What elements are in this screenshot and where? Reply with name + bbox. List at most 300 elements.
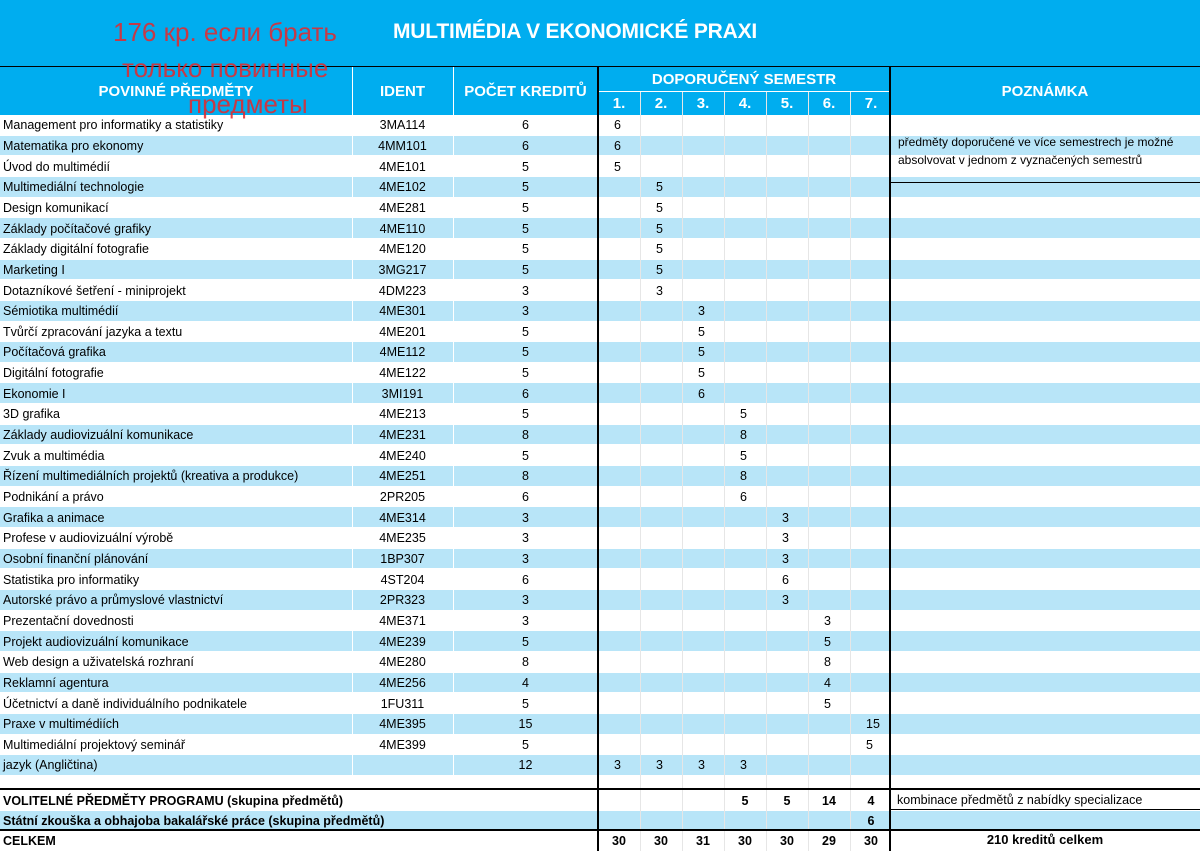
subject-ident: 4ME371 — [379, 613, 426, 628]
semester-6-credits: 4 — [824, 675, 831, 690]
semester-2-credits — [656, 714, 682, 735]
table-row — [0, 198, 1200, 219]
semester-6-credits — [824, 755, 850, 776]
semester-5-credits: 6 — [782, 572, 789, 587]
subject-credits: 5 — [522, 345, 529, 360]
semester-4-credits — [740, 590, 766, 611]
table-row — [0, 280, 1200, 301]
semester-2-credits: 5 — [656, 180, 663, 195]
semester-3-credits — [698, 198, 724, 219]
table-row — [0, 301, 1200, 322]
semester-4-credits — [740, 177, 766, 198]
subject-name: jazyk (Angličtina) — [3, 758, 98, 773]
semester-4-credits — [740, 631, 766, 652]
semester-1-credits — [614, 404, 640, 425]
semester-1-credits — [614, 507, 640, 528]
subject-ident: 2PR323 — [379, 593, 426, 608]
semester-7-credits: 15 — [866, 717, 880, 732]
subject-credits: 5 — [522, 448, 529, 463]
semester-6-credits — [824, 363, 850, 384]
subject-ident: 4ME301 — [379, 304, 426, 319]
subject-name: Digitální fotografie — [3, 366, 104, 381]
subject-credits: 3 — [522, 551, 529, 566]
semester-6-credits — [824, 425, 850, 446]
semester-5-credits — [782, 363, 808, 384]
summary-semester-3 — [682, 811, 724, 831]
subject-credits: 5 — [522, 242, 529, 257]
semester-6-credits — [824, 218, 850, 239]
semester-5-credits — [782, 301, 808, 322]
table-row — [0, 590, 1200, 611]
semester-2-credits: 5 — [656, 262, 663, 277]
subject-name: Řízení multimediálních projektů (kreativa a produkce) — [3, 469, 299, 484]
subject-name: Projekt audiovizuální komunikace — [3, 634, 189, 649]
semester-6-credits — [824, 549, 850, 570]
semester-2-credits — [656, 301, 682, 322]
semester-1-credits — [614, 631, 640, 652]
semester-2-credits — [656, 487, 682, 508]
subject-ident: 4ME122 — [379, 366, 426, 381]
subject-ident: 4ME281 — [379, 200, 426, 215]
semester-3-credits — [698, 569, 724, 590]
subject-name: Podnikání a právo — [3, 490, 104, 504]
subject-credits: 6 — [522, 490, 529, 504]
semester-5-credits — [782, 198, 808, 219]
subject-ident: 4ME213 — [379, 407, 426, 422]
subject-name: 3D grafika — [3, 407, 60, 422]
semester-5-credits — [782, 631, 808, 652]
semester-6-credits — [824, 528, 850, 549]
subject-ident: 3MG217 — [378, 262, 427, 277]
semester-6-credits — [824, 156, 850, 177]
table-row — [0, 425, 1200, 446]
semester-3-credits — [698, 528, 724, 549]
semester-2-credits: 3 — [656, 758, 663, 773]
table-row — [0, 466, 1200, 487]
semester-1-credits: 6 — [614, 138, 621, 153]
subject-ident: 4MM101 — [378, 138, 427, 153]
semester-5-credits — [782, 652, 808, 673]
summary-semester-1 — [598, 790, 640, 811]
semester-2-credits — [656, 363, 682, 384]
table-row — [0, 693, 1200, 714]
subject-name: Tvůrčí zpracování jazyka a textu — [3, 324, 183, 339]
semester-1-credits — [614, 177, 640, 198]
semester-5-credits — [782, 611, 808, 632]
semester-6-credits — [824, 714, 850, 735]
semester-3-credits — [698, 673, 724, 694]
semester-1-credits: 3 — [614, 758, 621, 773]
subject-credits: 3 — [522, 304, 529, 319]
header-semester-5: 5. — [780, 95, 794, 112]
semester-3-credits: 5 — [698, 324, 705, 339]
semester-6-credits — [824, 322, 850, 343]
semester-4-credits — [740, 507, 766, 528]
semester-4-credits: 5 — [740, 407, 747, 422]
table-row — [0, 404, 1200, 425]
semester-4-credits — [740, 693, 766, 714]
table-row — [0, 239, 1200, 260]
subject-credits: 5 — [522, 262, 529, 277]
semester-3-credits — [698, 507, 724, 528]
semester-5-credits — [782, 735, 808, 756]
semester-3-credits — [698, 136, 724, 157]
table-row — [0, 549, 1200, 570]
semester-6-credits — [824, 569, 850, 590]
semester-4-credits — [740, 714, 766, 735]
semester-3-credits — [698, 404, 724, 425]
semester-4-credits — [740, 611, 766, 632]
subject-credits: 6 — [522, 386, 529, 401]
semester-4-credits — [740, 198, 766, 219]
semester-1-credits — [614, 198, 640, 219]
semester-3-credits — [698, 487, 724, 508]
semester-4-credits — [740, 673, 766, 694]
subject-ident: 4ME280 — [379, 655, 426, 670]
semester-1-credits — [614, 735, 640, 756]
subject-credits: 6 — [522, 572, 529, 587]
subject-name: Reklamní agentura — [3, 675, 109, 690]
subject-name: Multimediální technologie — [3, 180, 145, 195]
subject-name: Matematika pro ekonomy — [3, 138, 144, 153]
subject-name: Ekonomie I — [3, 386, 66, 401]
subject-ident: 1BP307 — [380, 551, 425, 566]
semester-2-credits — [656, 611, 682, 632]
table-row — [0, 714, 1200, 735]
semester-2-credits — [656, 549, 682, 570]
subject-credits: 3 — [522, 531, 529, 546]
subject-credits: 3 — [522, 593, 529, 608]
semester-6-credits — [824, 239, 850, 260]
semester-2-credits — [656, 425, 682, 446]
subject-ident: 4ME102 — [379, 180, 426, 195]
semester-1-credits — [614, 693, 640, 714]
table-row — [0, 569, 1200, 590]
summary-semester-6: 29 — [822, 834, 836, 848]
semester-5-credits — [782, 260, 808, 281]
semester-6-credits — [824, 115, 850, 136]
semester-5-credits — [782, 342, 808, 363]
semester-1-credits — [614, 239, 640, 260]
table-row — [0, 735, 1200, 756]
subject-name: Zvuk a multimédia — [3, 448, 105, 463]
table-row — [0, 507, 1200, 528]
semester-1-credits — [614, 714, 640, 735]
summary-label: CELKEM — [3, 834, 56, 848]
semester-4-credits — [740, 115, 766, 136]
semester-3-credits — [698, 445, 724, 466]
semester-6-credits — [824, 404, 850, 425]
semester-3-credits — [698, 156, 724, 177]
semester-2-credits: 3 — [656, 283, 663, 298]
note-semesters: předměty doporučené ve více semestrech je možné absolvovat v jednom z vyznačených semestrů — [898, 135, 1174, 167]
semester-6-credits — [824, 383, 850, 404]
semester-1-credits — [614, 322, 640, 343]
header-semester-3: 3. — [696, 95, 710, 112]
subject-ident: 4ME231 — [379, 428, 426, 443]
summary-semester-1: 30 — [612, 834, 626, 848]
semester-4-credits — [740, 528, 766, 549]
semester-4-credits — [740, 735, 766, 756]
semester-3-credits: 6 — [698, 386, 705, 401]
subject-credits: 5 — [522, 200, 529, 215]
subject-name: Sémiotika multimédií — [3, 304, 119, 319]
header-subject: POVINNÉ PŘEDMĚTY — [98, 82, 254, 100]
subject-name: Multimediální projektový seminář — [3, 737, 186, 752]
subject-name: Úvod do multimédií — [3, 159, 110, 174]
semester-6-credits — [824, 136, 850, 157]
subject-credits: 4 — [522, 675, 529, 690]
semester-1-credits — [614, 673, 640, 694]
semester-5-credits — [782, 425, 808, 446]
semester-1-credits: 5 — [614, 159, 621, 174]
header-semester-4: 4. — [738, 95, 752, 112]
semester-1-credits — [614, 590, 640, 611]
subject-credits: 5 — [522, 407, 529, 422]
table-row — [0, 631, 1200, 652]
semester-3-credits — [698, 260, 724, 281]
semester-4-credits — [740, 652, 766, 673]
summary-semester-7: 6 — [867, 814, 875, 828]
semester-3-credits: 5 — [698, 366, 705, 381]
semester-1-credits — [614, 569, 640, 590]
table-row — [0, 260, 1200, 281]
semester-1-credits — [614, 363, 640, 384]
page-title: MULTIMÉDIA V EKONOMICKÉ PRAXI — [393, 20, 758, 43]
subject-ident: 4ME235 — [379, 531, 426, 546]
semester-3-credits — [698, 735, 724, 756]
semester-3-credits — [698, 425, 724, 446]
semester-4-credits — [740, 239, 766, 260]
semester-4-credits — [740, 322, 766, 343]
semester-6-credits — [824, 507, 850, 528]
subject-credits: 5 — [522, 159, 529, 174]
semester-5-credits — [782, 673, 808, 694]
semester-4-credits — [740, 569, 766, 590]
subject-ident — [352, 755, 453, 776]
semester-2-credits — [656, 693, 682, 714]
semester-6-credits: 8 — [824, 655, 831, 670]
summary-semester-7: 30 — [864, 834, 878, 848]
subject-credits: 5 — [522, 324, 529, 339]
summary-semester-6: 14 — [822, 793, 836, 808]
subject-credits: 12 — [518, 758, 533, 773]
semester-7-credits: 5 — [866, 737, 873, 752]
subject-ident: 4ME101 — [379, 159, 426, 174]
semester-5-credits — [782, 115, 808, 136]
subject-ident: 4ME251 — [379, 469, 426, 484]
subject-credits: 8 — [522, 469, 529, 484]
summary-label: VOLITELNÉ PŘEDMĚTY PROGRAMU (skupina předmětů) — [3, 793, 344, 808]
subject-name: Praxe v multimédiích — [3, 717, 120, 732]
subject-name: Design komunikací — [3, 200, 109, 215]
subject-name: Základy audiovizuální komunikace — [3, 428, 194, 443]
semester-2-credits: 5 — [656, 242, 663, 257]
handwritten-annotation — [113, 14, 337, 122]
semester-2-credits — [656, 735, 682, 756]
semester-1-credits — [614, 383, 640, 404]
subject-credits: 5 — [522, 696, 529, 711]
semester-6-credits — [824, 735, 850, 756]
semester-4-credits — [740, 342, 766, 363]
note-total: 210 kreditů celkem — [986, 832, 1104, 847]
semester-2-credits — [656, 445, 682, 466]
subject-name: Management pro informatiky a statistiky — [3, 118, 224, 133]
subject-ident: 4ME399 — [379, 737, 426, 752]
table-row — [0, 652, 1200, 673]
semester-3-credits — [698, 611, 724, 632]
semester-4-credits: 6 — [740, 490, 747, 504]
subject-ident: 4ME112 — [379, 345, 426, 360]
semester-4-credits — [740, 301, 766, 322]
subject-ident: 4ME239 — [379, 634, 426, 649]
semester-1-credits — [614, 487, 640, 508]
subject-credits: 3 — [522, 510, 529, 525]
summary-semester-4 — [724, 811, 766, 831]
summary-semester-3: 31 — [696, 834, 710, 848]
semester-5-credits — [782, 404, 808, 425]
semester-5-credits: 3 — [782, 593, 789, 608]
table-row — [0, 342, 1200, 363]
semester-5-credits — [782, 714, 808, 735]
semester-6-credits — [824, 198, 850, 219]
table-row — [0, 218, 1200, 239]
semester-3-credits: 3 — [698, 304, 705, 319]
semester-3-credits — [698, 631, 724, 652]
semester-1-credits — [614, 611, 640, 632]
semester-2-credits — [656, 569, 682, 590]
subject-ident: 4ME256 — [379, 675, 426, 690]
header-credits: POČET KREDITŮ — [464, 82, 587, 100]
semester-4-credits — [740, 363, 766, 384]
subject-ident: 3MI191 — [381, 386, 424, 401]
semester-2-credits — [656, 673, 682, 694]
subject-name: Grafika a animace — [3, 510, 105, 525]
semester-1-credits — [614, 466, 640, 487]
summary-semester-1 — [598, 811, 640, 831]
semester-5-credits: 3 — [782, 531, 789, 546]
subject-credits: 3 — [522, 283, 529, 298]
subject-ident: 4ME240 — [379, 448, 426, 463]
semester-6-credits — [824, 590, 850, 611]
semester-3-credits — [698, 239, 724, 260]
semester-5-credits: 3 — [782, 510, 789, 525]
subject-ident: 4ME201 — [379, 324, 426, 339]
semester-3-credits — [698, 177, 724, 198]
semester-2-credits — [656, 342, 682, 363]
subject-ident: 4ST204 — [380, 572, 425, 587]
semester-4-credits — [740, 156, 766, 177]
table-row — [0, 755, 1200, 776]
semester-2-credits: 5 — [656, 200, 663, 215]
summary-semester-2: 30 — [654, 834, 668, 848]
subject-ident: 2PR205 — [379, 490, 426, 504]
semester-2-credits — [656, 631, 682, 652]
summary-semester-3 — [682, 790, 724, 811]
header-semester-6: 6. — [822, 95, 836, 112]
semester-5-credits — [782, 156, 808, 177]
semester-6-credits — [824, 280, 850, 301]
header-semester-7: 7. — [864, 95, 878, 112]
summary-semester-7: 4 — [867, 793, 875, 808]
semester-1-credits — [614, 260, 640, 281]
semester-3-credits — [698, 652, 724, 673]
semester-5-credits — [782, 239, 808, 260]
header-semester-2: 2. — [654, 95, 668, 112]
subject-name: Dotazníkové šetření - miniprojekt — [3, 283, 186, 298]
subject-credits: 15 — [518, 717, 533, 732]
semester-3-credits: 5 — [698, 345, 705, 360]
subject-credits: 6 — [522, 138, 529, 153]
semester-1-credits — [614, 342, 640, 363]
semester-1-credits — [614, 528, 640, 549]
semester-5-credits — [782, 218, 808, 239]
subject-credits: 8 — [522, 655, 529, 670]
semester-5-credits — [782, 383, 808, 404]
table-row — [0, 528, 1200, 549]
subject-credits: 6 — [522, 118, 529, 133]
semester-4-credits: 8 — [740, 469, 747, 484]
semester-5-credits — [782, 280, 808, 301]
subject-credits: 8 — [522, 428, 529, 443]
note-electives: kombinace předmětů z nabídky specializace — [897, 793, 1143, 807]
table-row — [0, 673, 1200, 694]
subject-name: Osobní finanční plánování — [3, 551, 149, 566]
semester-6-credits — [824, 260, 850, 281]
semester-1-credits — [614, 652, 640, 673]
summary-semester-2 — [640, 811, 682, 831]
semester-4-credits — [740, 549, 766, 570]
semester-2-credits — [656, 136, 682, 157]
subject-ident: 4ME120 — [379, 242, 426, 257]
semester-2-credits — [656, 507, 682, 528]
semester-3-credits — [698, 693, 724, 714]
semester-4-credits: 5 — [740, 448, 747, 463]
semester-6-credits: 5 — [824, 634, 831, 649]
semester-1-credits — [614, 445, 640, 466]
semester-5-credits — [782, 487, 808, 508]
subject-name: Marketing I — [3, 262, 65, 277]
subject-credits: 5 — [522, 634, 529, 649]
summary-semester-4: 30 — [738, 834, 752, 848]
subject-ident: 4ME314 — [379, 510, 426, 525]
header-semester-1: 1. — [612, 95, 626, 112]
table-row — [0, 445, 1200, 466]
subject-name: Statistika pro informatiky — [3, 572, 140, 587]
table-row — [0, 487, 1200, 508]
annotation-line-1: 176 кр. если брать — [113, 17, 337, 47]
semester-3-credits — [698, 280, 724, 301]
table-row — [0, 611, 1200, 632]
subject-credits: 3 — [522, 613, 529, 628]
semester-4-credits — [740, 280, 766, 301]
semester-1-credits — [614, 218, 640, 239]
semester-3-credits — [698, 549, 724, 570]
subject-name: Počítačová grafika — [3, 345, 106, 360]
semester-2-credits — [656, 322, 682, 343]
semester-6-credits — [824, 487, 850, 508]
summary-semester-6 — [808, 811, 850, 831]
semester-3-credits — [698, 115, 724, 136]
semester-1-credits — [614, 301, 640, 322]
subject-credits: 5 — [522, 180, 529, 195]
semester-6-credits — [824, 301, 850, 322]
subject-ident: 4ME110 — [379, 221, 426, 236]
summary-semester-4: 5 — [741, 793, 749, 808]
summary-row — [0, 811, 1200, 831]
header-semester: DOPORUČENÝ SEMESTR — [651, 70, 837, 88]
semester-5-credits — [782, 466, 808, 487]
